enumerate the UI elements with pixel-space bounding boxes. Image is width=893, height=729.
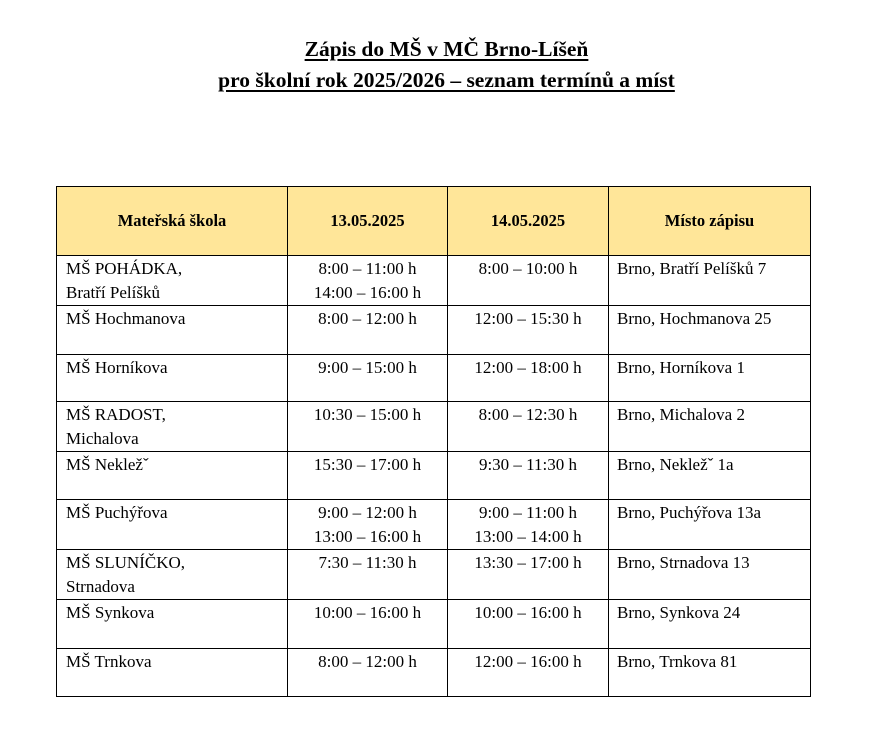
day2-cell [448, 500, 609, 550]
school-name: Michalova [66, 429, 139, 448]
time-slot: 9:00 – 15:00 h [318, 358, 417, 377]
day1-cell [288, 452, 448, 500]
time-slot: 9:30 – 11:30 h [478, 455, 578, 474]
day2-cell [448, 649, 609, 697]
school-cell [57, 355, 288, 402]
school-name: Strnadova [66, 577, 135, 596]
school-cell [57, 600, 288, 649]
time-slot: 13:00 – 14:00 h [474, 527, 582, 546]
table-row [57, 355, 811, 402]
table-row [57, 550, 811, 600]
time-slot: 13:30 – 17:00 h [474, 553, 582, 572]
school-name: MŠ Hochmanova [66, 309, 186, 328]
table-header-row [57, 187, 811, 256]
time-slot: 15:30 – 17:00 h [313, 455, 422, 474]
time-slot: 7:30 – 11:30 h [318, 553, 417, 572]
day1-cell [288, 649, 448, 697]
day2-cell [448, 550, 609, 600]
day2-cell [448, 306, 609, 355]
time-slot: 12:00 – 15:30 h [474, 309, 582, 328]
school-name: MŠ Nekležˇ [66, 455, 149, 474]
school-cell [57, 306, 288, 355]
place-cell: Brno, Horníkova 1 [609, 355, 811, 402]
school-cell [57, 649, 288, 697]
place-cell: Brno, Strnadova 13 [609, 550, 811, 600]
table-row [57, 500, 811, 550]
time-slot: 8:00 – 12:30 h [478, 405, 578, 424]
day1-cell [288, 256, 448, 306]
day1-cell [288, 600, 448, 649]
place-cell: Brno, Trnkova 81 [609, 649, 811, 697]
place-cell: Brno, Michalova 2 [609, 402, 811, 452]
time-slot: 12:00 – 16:00 h [474, 652, 582, 671]
time-slot: 14:00 – 16:00 h [313, 283, 422, 302]
day2-cell [448, 600, 609, 649]
table-row [57, 256, 811, 306]
document-title: Zápis do MŠ v MČ Brno-Líšeň [304, 37, 589, 61]
time-slot: 10:00 – 16:00 h [474, 603, 582, 622]
day2-cell [448, 402, 609, 452]
time-slot: 12:00 – 18:00 h [474, 358, 582, 377]
school-name: Bratří Pelíšků [66, 283, 160, 302]
enrollment-schedule-table [56, 186, 811, 697]
day1-cell [288, 306, 448, 355]
school-cell [57, 452, 288, 500]
time-slot: 8:00 – 12:00 h [318, 652, 417, 671]
place-cell: Brno, Synkova 24 [609, 600, 811, 649]
place-cell: Brno, Hochmanova 25 [609, 306, 811, 355]
school-name: MŠ Synkova [66, 603, 155, 622]
school-name: MŠ Trnkova [66, 652, 152, 671]
table-row [57, 649, 811, 697]
header-date-1: 13.05.2025 [288, 187, 448, 256]
header-school: Mateřská škola [57, 187, 288, 256]
school-cell [57, 550, 288, 600]
time-slot: 10:30 – 15:00 h [313, 405, 422, 424]
place-cell: Brno, Nekležˇ 1a [609, 452, 811, 500]
school-name: MŠ Puchýřova [66, 503, 168, 522]
time-slot: 10:00 – 16:00 h [313, 603, 422, 622]
table-row [57, 600, 811, 649]
time-slot: 8:00 – 12:00 h [318, 309, 417, 328]
table-row [57, 452, 811, 500]
table-row [57, 402, 811, 452]
day2-cell [448, 355, 609, 402]
time-slot: 8:00 – 11:00 h [318, 259, 417, 278]
school-name: MŠ RADOST, [66, 405, 166, 424]
time-slot: 13:00 – 16:00 h [313, 527, 422, 546]
day2-cell [448, 452, 609, 500]
day1-cell [288, 550, 448, 600]
place-cell: Brno, Puchýřova 13a [609, 500, 811, 550]
day1-cell [288, 402, 448, 452]
time-slot: 8:00 – 10:00 h [478, 259, 578, 278]
school-cell [57, 402, 288, 452]
document-subtitle: pro školní rok 2025/2026 – seznam termínů a míst [218, 68, 675, 92]
school-name: MŠ POHÁDKA, [66, 259, 183, 278]
time-slot: 9:00 – 11:00 h [478, 503, 578, 522]
school-cell [57, 500, 288, 550]
day1-cell [288, 355, 448, 402]
school-name: MŠ Horníkova [66, 358, 168, 377]
day2-cell [448, 256, 609, 306]
place-cell: Brno, Bratří Pelíšků 7 [609, 256, 811, 306]
day1-cell [288, 500, 448, 550]
header-place: Místo zápisu [609, 187, 811, 256]
school-cell [57, 256, 288, 306]
table-row [57, 306, 811, 355]
header-date-2: 14.05.2025 [448, 187, 609, 256]
time-slot: 9:00 – 12:00 h [318, 503, 417, 522]
school-name: MŠ SLUNÍČKO, [66, 553, 186, 572]
